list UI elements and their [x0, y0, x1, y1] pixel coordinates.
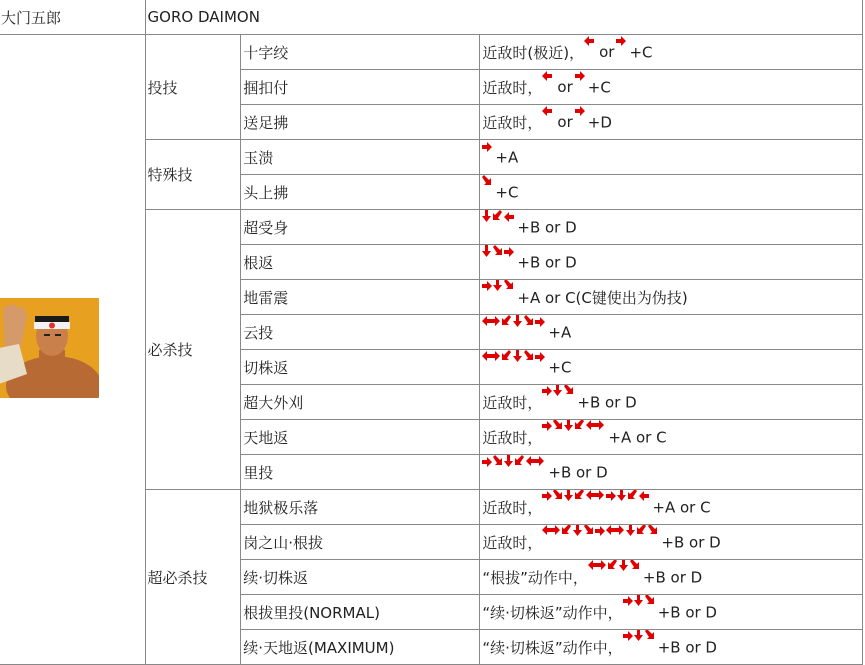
downleft-arrow-icon: [575, 420, 584, 429]
button-suffix: +A: [495, 148, 519, 167]
downright-arrow-icon: [493, 245, 502, 255]
portrait-cell: [0, 35, 145, 665]
arrow-sequence: [542, 105, 555, 118]
downleft-arrow-icon: [575, 490, 584, 499]
arrow-sequence: [616, 35, 629, 48]
right-arrow-icon: [595, 526, 605, 536]
move-input: [480, 560, 863, 595]
right-arrow-icon: [623, 631, 633, 641]
down-arrow-icon: [482, 210, 491, 222]
arrow-sequence: [482, 350, 548, 364]
move-name: 玉溃: [241, 140, 480, 175]
down-arrow-icon: [573, 525, 582, 536]
button-suffix: +A: [548, 323, 572, 342]
input-condition: 近敌时，: [482, 78, 543, 97]
down-arrow-icon: [564, 420, 573, 431]
move-input: [480, 420, 863, 455]
right-arrow-icon: [535, 317, 545, 327]
down-arrow-icon: [564, 490, 573, 501]
arrow-sequence: [542, 70, 555, 83]
downleft-arrow-icon: [628, 490, 637, 499]
move-row: [0, 35, 863, 70]
right-arrow-icon: [542, 491, 552, 501]
move-input: [480, 280, 863, 315]
downright-arrow-icon: [630, 560, 639, 569]
button-suffix: +A or C: [608, 428, 667, 446]
button-suffix: +B or D: [548, 463, 608, 482]
left-arrow-icon: [639, 491, 649, 501]
button-suffix: +B or D: [642, 568, 703, 586]
downleft-arrow-icon: [502, 350, 511, 360]
right-arrow-icon: [575, 71, 585, 81]
down-arrow-icon: [513, 350, 522, 362]
goro-daimon-portrait: [0, 298, 99, 398]
move-name: 送足拂: [241, 105, 480, 140]
down-arrow-icon: [482, 245, 491, 257]
left-arrow-icon: [542, 106, 552, 116]
downright-arrow-icon: [645, 630, 654, 639]
button-suffix: +B or D: [661, 533, 721, 551]
input-condition: 近敌时，: [482, 498, 543, 517]
right-arrow-icon: [535, 352, 545, 362]
downright-arrow-icon: [648, 525, 657, 534]
move-input: [480, 595, 863, 630]
left-arrow-icon: [504, 212, 514, 222]
arrow-sequence: [584, 35, 597, 48]
right-arrow-icon: [542, 386, 552, 396]
down-arrow-icon: [493, 280, 502, 291]
left-arrow-icon: [584, 36, 594, 46]
category-cell: 特殊技: [145, 140, 241, 210]
or-text: or: [557, 113, 573, 131]
move-input: [480, 525, 863, 560]
button-suffix: +D: [587, 113, 612, 131]
button-suffix: +B or D: [657, 603, 717, 621]
down-arrow-icon: [513, 315, 522, 327]
right-arrow-icon: [575, 106, 585, 116]
move-name: 岗之山·根拔: [241, 525, 480, 560]
downright-arrow-icon: [553, 490, 562, 499]
or-text: or: [599, 43, 615, 61]
button-suffix: +B or D: [517, 253, 577, 272]
input-condition: 近敌时(极近)，: [482, 43, 585, 62]
button-suffix: +C: [629, 43, 653, 61]
right-arrow-icon: [606, 491, 616, 501]
right-arrow-icon: [482, 142, 492, 152]
down-arrow-icon: [634, 595, 643, 606]
button-suffix: +C: [495, 183, 519, 202]
downright-arrow-icon: [584, 525, 593, 534]
leftright-arrow-icon: [542, 525, 560, 535]
button-suffix: +C: [548, 358, 572, 377]
move-input: [480, 455, 863, 490]
arrow-sequence: [588, 560, 643, 573]
arrow-sequence: [482, 175, 495, 189]
input-condition: 近敌时，: [482, 428, 543, 447]
button-suffix: +B or D: [657, 638, 717, 656]
button-suffix: +C: [587, 78, 611, 96]
leftright-arrow-icon: [482, 316, 500, 326]
downleft-arrow-icon: [493, 210, 502, 220]
down-arrow-icon: [504, 455, 513, 467]
category-cell: 超必杀技: [145, 490, 241, 665]
button-suffix: +B or D: [577, 393, 637, 411]
input-condition: “续·切株返”动作中，: [482, 638, 623, 657]
arrow-sequence: [482, 280, 517, 293]
leftright-arrow-icon: [586, 420, 604, 430]
leftright-arrow-icon: [482, 351, 500, 361]
move-input: [480, 105, 863, 140]
downright-arrow-icon: [553, 420, 562, 429]
arrow-sequence: [623, 595, 658, 608]
move-input: [480, 350, 863, 385]
downright-arrow-icon: [493, 455, 502, 465]
move-input: [480, 70, 863, 105]
downleft-arrow-icon: [637, 525, 646, 534]
arrow-sequence: [542, 385, 577, 398]
leftright-arrow-icon: [586, 490, 604, 500]
left-arrow-icon: [542, 71, 552, 81]
or-text: or: [557, 78, 573, 96]
move-name: 超大外刈: [241, 385, 480, 420]
character-name-en: GORO DAIMON: [145, 0, 862, 35]
downright-arrow-icon: [524, 315, 533, 325]
arrow-sequence: [542, 490, 652, 503]
arrow-sequence: [542, 525, 661, 538]
category-cell: 必杀技: [145, 210, 241, 490]
arrow-sequence: [482, 315, 548, 329]
downleft-arrow-icon: [562, 525, 571, 534]
button-suffix: +A or C: [652, 498, 711, 516]
leftright-arrow-icon: [526, 456, 544, 466]
down-arrow-icon: [617, 490, 626, 501]
move-input: [480, 385, 863, 420]
downleft-arrow-icon: [515, 455, 524, 465]
downright-arrow-icon: [504, 280, 513, 289]
header-row: [0, 0, 863, 35]
downright-arrow-icon: [645, 595, 654, 604]
leftright-arrow-icon: [606, 525, 624, 535]
arrow-sequence: [575, 70, 588, 83]
leftright-arrow-icon: [588, 560, 606, 570]
down-arrow-icon: [626, 525, 635, 536]
move-name: 地狱极乐落: [241, 490, 480, 525]
downright-arrow-icon: [564, 385, 573, 394]
down-arrow-icon: [553, 385, 562, 396]
right-arrow-icon: [504, 247, 514, 257]
right-arrow-icon: [482, 457, 492, 467]
downleft-arrow-icon: [608, 560, 617, 569]
arrow-sequence: [482, 140, 495, 154]
arrow-sequence: [542, 420, 608, 433]
character-name-cn: 大门五郎: [0, 0, 145, 35]
move-input: [480, 245, 863, 280]
move-input: [480, 35, 863, 70]
downright-arrow-icon: [482, 175, 491, 185]
down-arrow-icon: [619, 560, 628, 571]
move-name: 头上拂: [241, 175, 480, 210]
arrow-sequence: [482, 455, 548, 469]
move-input: [480, 490, 863, 525]
move-input: [480, 175, 863, 210]
move-name: 天地返: [241, 420, 480, 455]
input-condition: “根拔”动作中，: [482, 568, 588, 587]
move-name: 地雷震: [241, 280, 480, 315]
move-input: [480, 140, 863, 175]
move-name: 掴扣付: [241, 70, 480, 105]
button-suffix: +A or C(C键使出为伪技): [517, 288, 688, 307]
downright-arrow-icon: [524, 350, 533, 360]
input-condition: “续·切株返”动作中，: [482, 603, 623, 622]
arrow-sequence: [575, 105, 588, 118]
move-name: 根拔里投(NORMAL): [241, 595, 480, 630]
downleft-arrow-icon: [502, 315, 511, 325]
input-condition: 近敌时，: [482, 393, 543, 412]
button-suffix: +B or D: [517, 218, 577, 237]
right-arrow-icon: [542, 421, 552, 431]
input-condition: 近敌时，: [482, 533, 543, 552]
move-name: 里投: [241, 455, 480, 490]
right-arrow-icon: [616, 36, 626, 46]
move-input: [480, 630, 863, 665]
category-cell: 投技: [145, 35, 241, 140]
right-arrow-icon: [482, 281, 492, 291]
move-input: [480, 210, 863, 245]
down-arrow-icon: [634, 630, 643, 641]
arrow-sequence: [623, 630, 658, 643]
arrow-sequence: [482, 245, 517, 259]
move-name: 切株返: [241, 350, 480, 385]
move-name: 云投: [241, 315, 480, 350]
move-input: [480, 315, 863, 350]
move-name: 超受身: [241, 210, 480, 245]
input-condition: 近敌时，: [482, 113, 543, 132]
right-arrow-icon: [623, 596, 633, 606]
move-name: 续·天地返(MAXIMUM): [241, 630, 480, 665]
move-name: 续·切株返: [241, 560, 480, 595]
move-name: 根返: [241, 245, 480, 280]
arrow-sequence: [482, 210, 517, 224]
move-name: 十字绞: [241, 35, 480, 70]
